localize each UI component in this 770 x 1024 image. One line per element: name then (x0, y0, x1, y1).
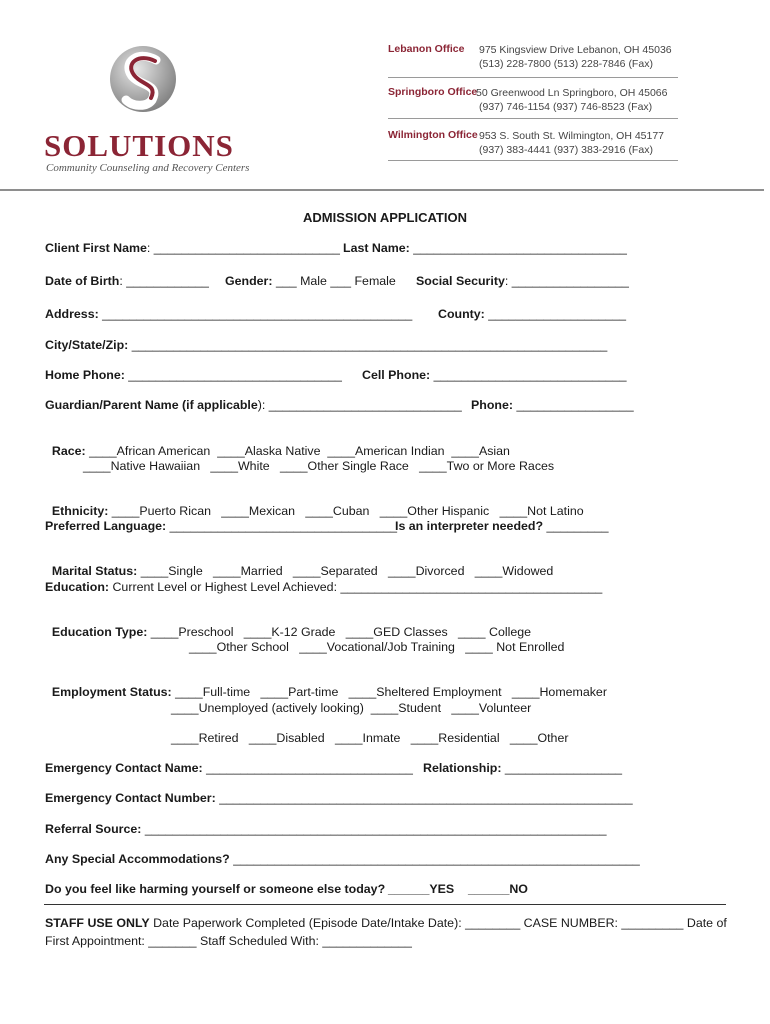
office-springboro-name: Springboro Office (388, 86, 478, 98)
relationship-row[interactable] (423, 761, 622, 776)
emergency-name-field[interactable]: ______________________________ (202, 761, 413, 775)
accommodations-field[interactable]: ___________________________________________________________ (229, 852, 640, 866)
county-row[interactable] (438, 307, 626, 322)
staff-use-fields[interactable]: Date Paperwork Completed (Episode Date/Intake Date): ________ CASE NUMBER: _________ Date of (149, 916, 727, 930)
gender-row[interactable] (225, 274, 396, 289)
cell-phone-field[interactable]: ____________________________ (430, 368, 627, 382)
marital-row[interactable] (45, 549, 553, 579)
relationship-label: Relationship: (423, 761, 502, 775)
employment-options[interactable]: ____Full-time ____Part-time ____Sheltered Employment ____Homemaker (171, 685, 607, 699)
education-type-options-row2[interactable]: ____Other School ____Vocational/Job Training ____ Not Enrolled (189, 640, 565, 654)
race-label: Race: (51, 444, 86, 458)
dob-row[interactable] (45, 274, 209, 289)
last-name-row[interactable] (343, 241, 627, 256)
staff-use-label: STAFF USE ONLY (45, 916, 150, 930)
race-row[interactable] (45, 429, 510, 459)
interpreter-label: Is an interpreter needed? (395, 519, 544, 533)
county-field[interactable]: ____________________ (484, 307, 627, 321)
emergency-name-label: Emergency Contact Name: (45, 761, 203, 775)
brand-name: SOLUTIONS (44, 128, 234, 163)
first-name-field[interactable]: : ___________________________ (146, 241, 340, 255)
relationship-field[interactable]: _________________ (501, 761, 623, 775)
guardian-row[interactable] (45, 398, 462, 413)
race-options[interactable]: ____African American ____Alaska Native ____American Indian ____Asian (85, 444, 510, 458)
office-wilmington-phones: (937) 383-4441 (937) 383-2916 (Fax) (479, 144, 653, 156)
guardian-phone-row[interactable] (471, 398, 634, 413)
ssn-row[interactable] (416, 274, 629, 289)
county-label: County: (438, 307, 485, 321)
address-label: Address: (45, 307, 99, 321)
office-lebanon-address: 975 Kingsview Drive Lebanon, OH 45036 (479, 44, 672, 56)
language-label: Preferred Language: (45, 519, 167, 533)
last-name-field[interactable]: _______________________________ (409, 241, 627, 255)
gender-options[interactable]: ___ Male ___ Female (272, 274, 396, 288)
accommodations-label: Any Special Accommodations? (45, 852, 230, 866)
last-name-label: Last Name: (343, 241, 410, 255)
guardian-phone-field[interactable]: _________________ (513, 398, 634, 412)
home-phone-label: Home Phone: (45, 368, 125, 382)
harm-question: Do you feel like harming yourself or someone else today? (45, 882, 386, 896)
first-name-label: Client First Name (45, 241, 147, 255)
office-lebanon-name: Lebanon Office (388, 43, 465, 55)
brand-tagline: Community Counseling and Recovery Centers (46, 162, 250, 174)
city-label: City/State/Zip: (45, 338, 129, 352)
staff-use-row[interactable] (45, 916, 727, 931)
home-phone-row[interactable] (45, 368, 342, 383)
home-phone-field[interactable]: _______________________________ (124, 368, 342, 382)
divider (44, 904, 726, 905)
form-title: ADMISSION APPLICATION (303, 210, 467, 225)
education-type-label: Education Type: (51, 625, 148, 639)
referral-field[interactable]: ___________________________________________________________________ (141, 822, 607, 836)
cell-phone-label: Cell Phone: (362, 368, 431, 382)
ethnicity-options[interactable]: ____Puerto Rican ____Mexican ____Cuban ____Other Hispanic ____Not Latino (108, 504, 584, 518)
office-lebanon-phones: (513) 228-7800 (513) 228-7846 (Fax) (479, 58, 653, 70)
education-row[interactable] (45, 580, 602, 595)
office-wilmington-address: 953 S. South St. Wilmington, OH 45177 (479, 130, 665, 142)
employment-row[interactable] (45, 670, 607, 700)
employment-label: Employment Status: (51, 685, 172, 699)
address-field[interactable]: _____________________________________________ (98, 307, 413, 321)
race-options-row2[interactable]: ____Native Hawaiian ____White ____Other Single Race ____Two or More Races (83, 459, 555, 473)
city-field[interactable]: _____________________________________________________________________ (128, 338, 608, 352)
address-row[interactable] (45, 307, 412, 322)
marital-label: Marital Status: (51, 564, 138, 578)
education-label: Education: (45, 580, 110, 594)
emergency-number-row[interactable] (45, 791, 633, 806)
employment-options-row2[interactable]: ____Unemployed (actively looking) ____Student ____Volunteer (171, 701, 532, 715)
office-wilmington-name: Wilmington Office (388, 129, 478, 141)
referral-row[interactable] (45, 822, 607, 837)
accommodations-row[interactable] (45, 852, 640, 867)
divider (388, 160, 678, 161)
language-field[interactable]: _________________________________ (166, 519, 398, 533)
dob-label: Date of Birth (45, 274, 120, 288)
education-type-options[interactable]: ____Preschool ____K-12 Grade ____GED Classes ____ College (147, 625, 532, 639)
header-rule (0, 189, 764, 191)
office-springboro-address: 50 Greenwood Ln Springboro, OH 45066 (476, 87, 668, 99)
harm-yes-option[interactable]: ______YES (388, 882, 455, 896)
guardian-label: Guardian/Parent Name (if applicable (45, 398, 258, 412)
education-type-row[interactable] (45, 610, 531, 640)
client-first-name-row[interactable] (45, 241, 340, 256)
language-row[interactable] (45, 519, 397, 534)
staff-use-row2[interactable]: First Appointment: _______ Staff Scheduled With: _____________ (45, 934, 412, 948)
ethnicity-row[interactable] (45, 489, 584, 519)
city-row[interactable] (45, 338, 607, 353)
cell-phone-row[interactable] (362, 368, 627, 383)
interpreter-row[interactable] (395, 519, 609, 534)
emergency-number-field[interactable]: ____________________________________________________________ (215, 791, 633, 805)
emergency-number-label: Emergency Contact Number: (45, 791, 216, 805)
referral-label: Referral Source: (45, 822, 142, 836)
guardian-field[interactable]: ): ____________________________ (257, 398, 462, 412)
emergency-name-row[interactable] (45, 761, 413, 776)
education-field[interactable]: Current Level or Highest Level Achieved: ______________________________________ (109, 580, 603, 594)
solutions-logo-icon (108, 44, 178, 114)
ssn-label: Social Security (416, 274, 505, 288)
ethnicity-label: Ethnicity: (51, 504, 109, 518)
dob-field[interactable]: : ____________ (119, 274, 209, 288)
marital-options[interactable]: ____Single ____Married ____Separated ____Divorced ____Widowed (137, 564, 554, 578)
divider (388, 77, 678, 78)
harm-no-option[interactable]: ______NO (468, 882, 528, 896)
gender-label: Gender: (225, 274, 273, 288)
guardian-phone-label: Phone: (471, 398, 513, 412)
ssn-field[interactable]: : _________________ (504, 274, 629, 288)
employment-options-row3[interactable]: ____Retired ____Disabled ____Inmate ____Residential ____Other (171, 731, 569, 745)
divider (388, 118, 678, 119)
office-springboro-phones: (937) 746-1154 (937) 746-8523 (Fax) (479, 101, 653, 113)
interpreter-field[interactable]: _________ (543, 519, 609, 533)
